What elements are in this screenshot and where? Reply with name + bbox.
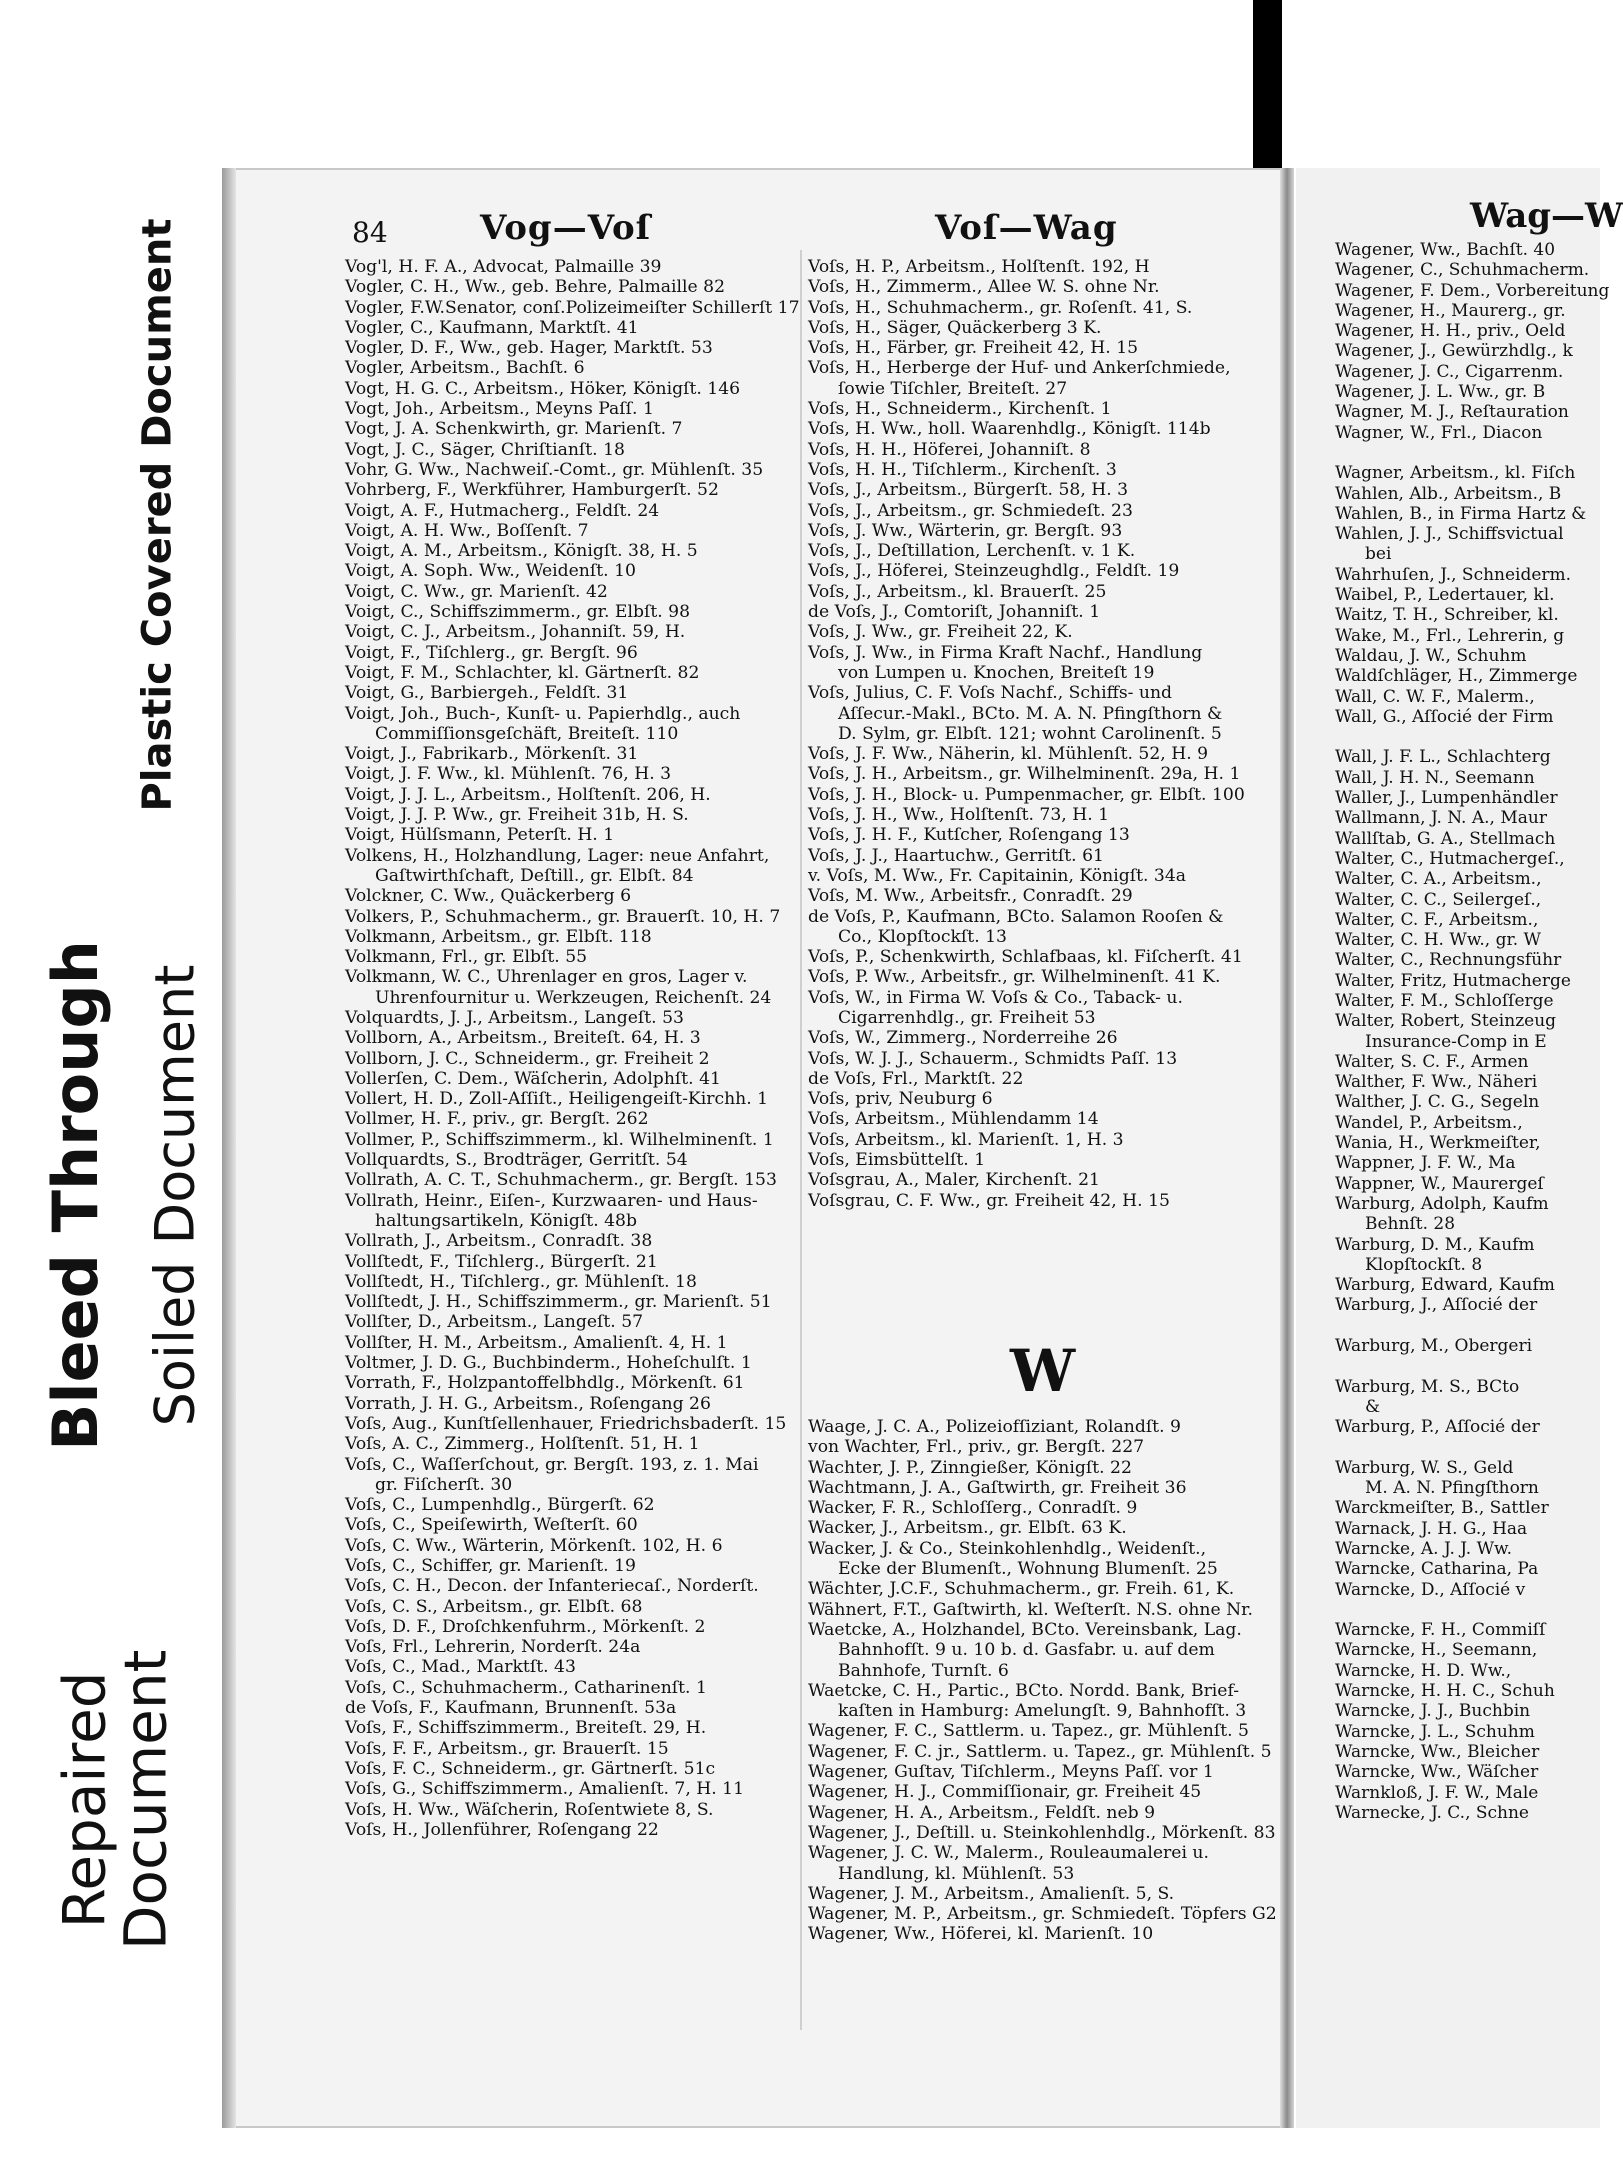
directory-entry: Volkmann, Frl., gr. Elbſt. 55 xyxy=(345,947,588,968)
directory-entry: Voſs, C., Waſſerſchout, gr. Bergſt. 193, z. 1. Mai xyxy=(345,1454,759,1475)
directory-entry: Waage, J. C. A., Polizeiofſiziant, Rolandſt. 9 xyxy=(808,1417,1181,1437)
directory-entry: Voigt, C., Schiffszimmerm., gr. Elbſt. 98 xyxy=(345,602,691,623)
directory-entry: Vogler, D. F., Ww., geb. Hager, Marktſt. 53 xyxy=(345,338,713,359)
directory-entry: Voſs, A. C., Zimmerg., Holſtenſt. 51, H. 1 xyxy=(345,1434,700,1455)
directory-entry: Voigt, F., Tiſchlerg., gr. Bergſt. 96 xyxy=(345,642,638,663)
directory-entry: Vollſtedt, J. H., Schiffszimmerm., gr. Marienſt. 51 xyxy=(345,1292,772,1313)
directory-entry: Vollborn, J. C., Schneiderm., gr. Freiheit 2 xyxy=(345,1048,710,1069)
directory-entry: Volkers, P., Schuhmacherm., gr. Brauerſt. 10, H. 7 xyxy=(345,906,781,927)
directory-entry: Vog'l, H. F. A., Advocat, Palmaille 39 xyxy=(345,257,662,277)
directory-entry: Volkmann, W. C., Uhrenlager en gros, Lager v. xyxy=(345,967,748,988)
directory-entry: Voſs, H. H., Tiſchlerm., Kirchenſt. 3 xyxy=(808,459,1117,480)
directory-entry: Wächter, J.C.F., Schuhmacherm., gr. Freih. 61, K. xyxy=(808,1579,1235,1600)
directory-entry: Voſs, H., Färber, gr. Freiheit 42, H. 15 xyxy=(808,338,1139,359)
directory-entry: Warncke, D., Aſſocié v xyxy=(1335,1579,1526,1600)
directory-entry: Voſsgrau, A., Maler, Kirchenſt. 21 xyxy=(808,1170,1100,1191)
directory-entry: Voſs, Aug., Kunſtſellenhauer, Friedrichsbaderſt. 15 xyxy=(345,1413,787,1434)
directory-entry: Voigt, J. J. L., Arbeitsm., Holſtenſt. 206, H. xyxy=(345,784,711,805)
directory-entry: Wagener, Ww., Bachſt. 40 xyxy=(1335,240,1556,260)
directory-entry: Vogler, Arbeitsm., Bachſt. 6 xyxy=(345,358,585,379)
directory-entry: Insurance-Comp in E xyxy=(1365,1031,1547,1052)
directory-entry: Voſs, J., Arbeitsm., kl. Brauerſt. 25 xyxy=(808,581,1107,602)
directory-entry: Wahlen, Alb., Arbeitsm., B xyxy=(1335,483,1562,504)
directory-entry: Warncke, H. D. Ww., xyxy=(1335,1660,1512,1681)
directory-entry: Voſs, H., Herberge der Huf- und Ankerſchmiede, xyxy=(808,358,1231,379)
directory-entry: Walter, S. C. F., Armen xyxy=(1335,1051,1529,1072)
directory-entry: Voſs, H., Zimmerm., Allee W. S. ohne Nr. xyxy=(808,277,1160,298)
page-number: 84 xyxy=(352,216,388,249)
label-plastic-covered xyxy=(112,205,204,825)
directory-entry: Voſs, C., Mad., Marktſt. 43 xyxy=(345,1657,576,1678)
directory-entry: Voſs, priv, Neuburg 6 xyxy=(808,1089,993,1110)
directory-entry: Voigt, A. H. Ww., Boſſenſt. 7 xyxy=(345,520,589,541)
directory-entry: Vohr, G. Ww., Nachweiſ.-Comt., gr. Mühlenſt. 35 xyxy=(345,459,764,480)
directory-entry: Wagener, F. C. jr., Sattlerm. u. Tapez., gr. Mühlenſt. 5 xyxy=(808,1741,1272,1762)
directory-entry: Voigt, G., Barbiergeh., Feldſt. 31 xyxy=(345,683,629,704)
label-repaired-text: Repaired Document xyxy=(50,1649,180,1951)
directory-entry: Voſs, W. J. J., Schauerm., Schmidts Paſſ. 13 xyxy=(808,1048,1178,1069)
directory-entry: Vogt, J. A. Schenkwirth, gr. Marienſt. 7 xyxy=(345,419,683,440)
directory-entry: Walter, C., Hutmachergeſ., xyxy=(1335,848,1565,869)
directory-entry: Wagener, J. C., Cigarrenm. xyxy=(1335,361,1564,382)
right-column xyxy=(808,257,1268,1211)
directory-entry: Vollrath, J., Arbeitsm., Conradſt. 38 xyxy=(345,1231,653,1252)
directory-entry: Vollſter, D., Arbeitsm., Langeſt. 57 xyxy=(345,1312,644,1333)
directory-entry: Vollerſen, C. Dem., Wäſcherin, Adolphſt. 41 xyxy=(345,1068,721,1089)
directory-entry: v. Voſs, M. Ww., Fr. Capitainin, Königſt. 34a xyxy=(808,865,1187,886)
directory-entry: Voſs, F. C., Schneiderm., gr. Gärtnerſt. 51c xyxy=(345,1758,716,1779)
directory-entry: Wania, H., Werkmeiſter, xyxy=(1335,1133,1541,1154)
directory-entry: Voſs, H. Ww., Wäſcherin, Roſentwiete 8, S. xyxy=(345,1799,714,1820)
directory-entry: Warncke, A. J. J. Ww. xyxy=(1335,1539,1512,1559)
directory-entry: Wagener, Ww., Höferei, kl. Marienſt. 10 xyxy=(808,1924,1154,1945)
directory-entry: Wagener, H. J., Commiſſionair, gr. Freiheit 45 xyxy=(808,1782,1202,1803)
directory-entry: Voſs, Julius, C. F. Voſs Nachf., Schiffs- und xyxy=(808,683,1173,704)
directory-entry: Warncke, Ww., Bleicher xyxy=(1335,1741,1540,1762)
directory-entry: Wagener, J. L. Ww., gr. B xyxy=(1335,382,1546,403)
directory-entry: Volquardts, J. J., Arbeitsm., Langeſt. 53 xyxy=(345,1007,684,1028)
directory-entry: Waetcke, C. H., Partic., BCto. Nordd. Bank, Brief- xyxy=(808,1680,1240,1701)
directory-entry: Voſs, C., Schuhmacherm., Catharinenſt. 1 xyxy=(345,1677,707,1698)
directory-entry xyxy=(1335,1600,1600,1620)
column-divider xyxy=(800,250,802,2030)
directory-entry: Wagener, J., Deſtill. u. Steinkohlenhdlg., Mörkenſt. 83 xyxy=(808,1822,1276,1843)
directory-entry: Voſs, C. Ww., Wärterin, Mörkenſt. 102, H. 6 xyxy=(345,1535,723,1556)
directory-entry xyxy=(1335,727,1600,747)
directory-entry: Wallſtab, G. A., Stellmach xyxy=(1335,828,1556,849)
directory-entry: Voſs, Arbeitsm., kl. Marienſt. 1, H. 3 xyxy=(808,1129,1124,1150)
next-page-column xyxy=(1335,240,1610,1823)
directory-entry: Warburg, W. S., Geld xyxy=(1335,1457,1514,1478)
directory-entry: de Voſs, J., Comtoriſt, Johanniſt. 1 xyxy=(808,602,1101,623)
directory-entry: Warburg, M. S., BCto xyxy=(1335,1376,1520,1397)
directory-entry: Warckmeiſter, B., Sattler xyxy=(1335,1498,1549,1519)
directory-entry: Wagner, Arbeitsm., kl. Fiſch xyxy=(1335,463,1576,484)
directory-entry: von Lumpen u. Knochen, Breiteſt 19 xyxy=(838,662,1155,683)
directory-entry: Voſs, J. H. F., Kutſcher, Roſengang 13 xyxy=(808,825,1130,846)
directory-entry: Warncke, H. H. C., Schuh xyxy=(1335,1681,1555,1702)
directory-entry: Waitz, T. H., Schreiber, kl. xyxy=(1335,605,1559,626)
gutter-bar xyxy=(1253,0,1282,170)
directory-entry: Vorrath, F., Holzpantoffelbhdlg., Mörkenſt. 61 xyxy=(345,1373,745,1394)
right-column-w-section xyxy=(808,1417,1277,1945)
directory-entry: Voſs, C. S., Arbeitsm., gr. Elbſt. 68 xyxy=(345,1596,643,1617)
directory-entry: Wagner, M. J., Reſtauration xyxy=(1335,402,1569,423)
running-head-right: Voſ—Wag xyxy=(935,208,1118,248)
directory-entry: Voigt, C. Ww., gr. Marienſt. 42 xyxy=(345,581,608,602)
directory-entry: Warburg, Adolph, Kaufm xyxy=(1335,1193,1549,1214)
directory-entry: Cigarrenhdlg., gr. Freiheit 53 xyxy=(838,1007,1096,1028)
directory-entry: Voſs, J. Ww., gr. Freiheit 22, K. xyxy=(808,622,1073,643)
directory-entry xyxy=(1335,1356,1600,1376)
directory-entry: Voſs, J., Deſtillation, Lerchenſt. v. 1 K. xyxy=(808,541,1136,562)
directory-entry: Aſſecur.-Makl., BCto. M. A. N. Pfingſthorn & xyxy=(838,703,1223,724)
label-soiled-text: Soiled Document xyxy=(143,964,207,1426)
directory-entry: Vogt, Joh., Arbeitsm., Meyns Paſſ. 1 xyxy=(345,399,654,420)
directory-entry: Voigt, Joh., Buch-, Kunſt- u. Papierhdlg., auch xyxy=(345,703,741,724)
directory-entry: Voſs, C. H., Decon. der Infanteriecaſ., Norderſt. xyxy=(345,1576,759,1597)
running-head-left: Vog—Voſ xyxy=(480,208,652,248)
directory-entry: Vollrath, Heinr., Eiſen-, Kurzwaaren- und Haus- xyxy=(345,1190,758,1211)
directory-entry: Wake, M., Frl., Lehrerin, g xyxy=(1335,625,1565,646)
directory-entry: gr. Fiſcherſt. 30 xyxy=(375,1474,513,1495)
directory-entry: Voigt, J. J. P. Ww., gr. Freiheit 31b, H. S. xyxy=(345,805,689,826)
directory-entry: Wallmann, J. N. A., Maur xyxy=(1335,808,1547,829)
directory-entry: Wähnert, F.T., Gaſtwirth, kl. Weſterſt. N.S. ohne Nr. xyxy=(808,1599,1253,1620)
directory-entry: Walter, C. F., Arbeitsm., xyxy=(1335,909,1539,930)
directory-entry: Voigt, F. M., Schlachter, kl. Gärtnerſt. 82 xyxy=(345,662,700,683)
directory-entry: Warnecke, J. C., Schne xyxy=(1335,1802,1529,1823)
directory-entry: Vollmer, H. F., priv., gr. Bergſt. 262 xyxy=(345,1109,649,1130)
directory-entry: Voſs, H. Ww., holl. Waarenhdlg., Königſt. 114b xyxy=(808,419,1211,440)
directory-entry: Warncke, H., Seemann, xyxy=(1335,1640,1538,1661)
directory-entry: bei xyxy=(1365,544,1392,565)
directory-entry: Voigt, Hülſsmann, Peterſt. H. 1 xyxy=(345,825,615,846)
directory-entry: Commiſſionsgeſchäft, Breiteſt. 110 xyxy=(375,723,679,744)
directory-entry: Ecke der Blumenſt., Wohnung Blumenſt. 25 xyxy=(838,1559,1218,1580)
directory-entry: Wagener, M. P., Arbeitsm., gr. Schmiedeſt. Töpfers G2 xyxy=(808,1904,1277,1925)
directory-entry: Voſs, G., Schiffszimmerm., Amalienſt. 7, H. 11 xyxy=(345,1779,745,1800)
directory-entry: Warncke, J. J., Buchbin xyxy=(1335,1701,1531,1722)
directory-entry: Voſs, D. F., Droſchkenfuhrm., Mörkenſt. 2 xyxy=(345,1616,706,1637)
directory-entry: Walter, C., Rechnungsführ xyxy=(1335,950,1562,971)
directory-entry: de Voſs, F., Kaufmann, Brunnenſt. 53a xyxy=(345,1698,677,1719)
directory-entry: Voſs, Arbeitsm., Mühlendamm 14 xyxy=(808,1109,1099,1130)
directory-entry: Vogler, C. H., Ww., geb. Behre, Palmaille 82 xyxy=(345,277,726,298)
directory-entry: Gaſtwirthſchaft, Deſtill., gr. Elbſt. 84 xyxy=(375,865,694,886)
directory-entry: Voſs, H. H., Höferei, Johanniſt. 8 xyxy=(808,439,1091,460)
directory-entry: Voſs, H., Schuhmacherm., gr. Roſenſt. 41, S. xyxy=(808,297,1193,318)
directory-entry: Wandel, P., Arbeitsm., xyxy=(1335,1112,1523,1133)
page-edge-shadow xyxy=(222,168,236,2128)
label-repaired-document xyxy=(10,1530,220,2070)
directory-entry: Wacker, J. & Co., Steinkohlenhdlg., Weidenſt., xyxy=(808,1538,1207,1559)
directory-entry: Voſsgrau, C. F. Ww., gr. Freiheit 42, H. 15 xyxy=(808,1190,1170,1211)
directory-entry: Co., Klopſtockſt. 13 xyxy=(838,926,1007,947)
directory-entry: Wagener, H., Maurerg., gr. xyxy=(1335,300,1566,321)
label-soiled-document xyxy=(125,895,225,1495)
directory-entry: Vogler, C., Kaufmann, Marktſt. 41 xyxy=(345,317,639,338)
directory-entry: Voſs, J., Arbeitsm., gr. Schmiedeſt. 23 xyxy=(808,500,1133,521)
directory-entry: Voſs, C., Lumpenhdlg., Bürgerſt. 62 xyxy=(345,1495,655,1516)
directory-entry: Warburg, J., Aſſocié der xyxy=(1335,1295,1538,1316)
directory-entry: Voigt, A. M., Arbeitsm., Königſt. 38, H. 5 xyxy=(345,541,698,562)
directory-entry: Wahrhuſen, J., Schneiderm. xyxy=(1335,564,1572,585)
directory-entry: Vollmer, P., Schiffszimmerm., kl. Wilhelminenſt. 1 xyxy=(345,1129,774,1150)
directory-entry: Wall, J. F. L., Schlachterg xyxy=(1335,747,1551,768)
directory-entry: Vollſter, H. M., Arbeitsm., Amalienſt. 4, H. 1 xyxy=(345,1332,728,1353)
directory-entry: Warncke, J. L., Schuhm xyxy=(1335,1721,1535,1742)
directory-entry: Voſs, H., Säger, Quäckerberg 3 K. xyxy=(808,317,1102,338)
directory-entry: Wacker, F. R., Schloſſerg., Conradſt. 9 xyxy=(808,1498,1138,1519)
directory-entry: Behnſt. 28 xyxy=(1365,1214,1456,1235)
directory-entry: Volkens, H., Holzhandlung, Lager: neue Anfahrt, xyxy=(345,845,770,866)
directory-entry: Voſs, Eimsbüttelſt. 1 xyxy=(808,1150,986,1171)
directory-entry: Warburg, P., Aſſocié der xyxy=(1335,1417,1540,1438)
directory-entry: Wall, J. H. N., Seemann xyxy=(1335,767,1535,788)
directory-entry: Wagener, C., Schuhmacherm. xyxy=(1335,260,1590,281)
directory-entry: Voſs, J. H., Block- u. Pumpenmacher, gr. Elbſt. 100 xyxy=(808,784,1245,805)
directory-entry: Wahlen, J. J., Schiffsvictual xyxy=(1335,524,1564,545)
directory-entry: Bahnhofe, Turnſt. 6 xyxy=(838,1660,1009,1681)
directory-entry: Voſs, J. H., Arbeitsm., gr. Wilhelminenſt. 29a, H. 1 xyxy=(808,764,1241,785)
directory-entry xyxy=(1335,1316,1600,1336)
directory-entry: Handlung, kl. Mühlenſt. 53 xyxy=(838,1863,1075,1884)
directory-entry: Wagener, F. C., Sattlerm. u. Tapez., gr. Mühlenſt. 5 xyxy=(808,1721,1249,1742)
directory-entry: Vogler, F.W.Senator, conſ.Polizeimeiſter Schillerſt 17 xyxy=(345,297,800,318)
directory-entry: Voigt, C. J., Arbeitsm., Johanniſt. 59, H. xyxy=(345,622,686,643)
directory-entry xyxy=(1335,1438,1600,1458)
directory-entry: haltungsartikeln, Königſt. 48b xyxy=(375,1210,637,1231)
label-bleed-through xyxy=(30,895,120,1495)
directory-entry: Warburg, D. M., Kaufm xyxy=(1335,1234,1535,1255)
directory-entry: Wagener, H. H., priv., Oeld xyxy=(1335,321,1566,342)
directory-entry: Walter, Robert, Steinzeug xyxy=(1335,1011,1557,1032)
directory-entry: Wahlen, B., in Firma Hartz & xyxy=(1335,503,1587,524)
directory-entry: Warncke, Catharina, Pa xyxy=(1335,1559,1539,1580)
directory-entry: Warburg, Edward, Kaufm xyxy=(1335,1275,1555,1296)
directory-entry: Voigt, J. F. Ww., kl. Mühlenſt. 76, H. 3 xyxy=(345,764,672,785)
directory-entry: Vollborn, A., Arbeitsm., Breiteſt. 64, H. 3 xyxy=(345,1028,701,1049)
directory-entry: Wagner, W., Frl., Diacon xyxy=(1335,422,1543,443)
left-column xyxy=(345,257,800,1840)
directory-entry: Voſs, H. P., Arbeitsm., Holſtenſt. 192, H xyxy=(808,257,1150,277)
label-plastic-text: Plastic Covered Document xyxy=(135,218,181,812)
directory-entry: Voſs, J., Höferei, Steinzeughdlg., Feldſt. 19 xyxy=(808,561,1180,582)
directory-entry: Voſs, F. F., Arbeitsm., gr. Brauerſt. 15 xyxy=(345,1738,669,1759)
directory-entry: Voſs, P. Ww., Arbeitsfr., gr. Wilhelminenſt. 41 K. xyxy=(808,967,1221,988)
directory-entry: Waller, J., Lumpenhändler xyxy=(1335,788,1558,809)
label-bleed-text: Bleed Through xyxy=(38,939,112,1451)
directory-entry: Wagener, Guſtav, Tiſchlerm., Meyns Paſſ. vor 1 xyxy=(808,1762,1214,1783)
directory-entry: Warncke, F. H., Commiſſ xyxy=(1335,1620,1546,1641)
directory-entry: Waldſchläger, H., Zimmerge xyxy=(1335,666,1578,687)
directory-entry: Voſs, W., Zimmerg., Norderreihe 26 xyxy=(808,1028,1118,1049)
directory-entry: Voſs, F., Schiffszimmerm., Breiteſt. 29, H. xyxy=(345,1718,707,1739)
directory-entry: Voigt, J., Fabrikarb., Mörkenſt. 31 xyxy=(345,744,639,765)
running-head-next: Wag—W xyxy=(1470,196,1623,236)
directory-entry: Wappner, W., Maurergeſ xyxy=(1335,1173,1544,1194)
directory-entry: Vogt, H. G. C., Arbeitsm., Höker, Königſt. 146 xyxy=(345,378,741,399)
directory-entry: Walther, F. Ww., Näheri xyxy=(1335,1072,1538,1093)
directory-entry: Wachter, J. P., Zinngießer, Königſt. 22 xyxy=(808,1457,1132,1478)
directory-entry: von Wachter, Frl., priv., gr. Bergſt. 227 xyxy=(808,1437,1145,1458)
directory-entry: Wagener, J., Gewürzhdlg., k xyxy=(1335,341,1573,362)
directory-entry: Voſs, J. J., Haartuchw., Gerritſt. 61 xyxy=(808,845,1104,866)
directory-entry: Vogt, J. C., Säger, Chriſtianſt. 18 xyxy=(345,439,625,460)
directory-entry: ſowie Tiſchler, Breiteſt. 27 xyxy=(838,378,1068,399)
directory-entry: Walter, C. A., Arbeitsm., xyxy=(1335,869,1542,890)
directory-entry: Voſs, C., Schiffer, gr. Marienſt. 19 xyxy=(345,1556,636,1576)
directory-entry: Wall, G., Aſſocié der Firm xyxy=(1335,706,1554,727)
directory-entry: Voigt, A. F., Hutmacherg., Feldſt. 24 xyxy=(345,500,660,521)
directory-entry: Walter, F. M., Schloſſerge xyxy=(1335,990,1554,1011)
directory-entry: Warncke, Ww., Wäſcher xyxy=(1335,1762,1539,1783)
directory-entry: Wappner, J. F. W., Ma xyxy=(1335,1153,1516,1174)
directory-entry: Bahnhofſt. 9 u. 10 b. d. Gasfabr. u. auf dem xyxy=(838,1640,1215,1661)
directory-entry: Vollſtedt, H., Tiſchlerg., gr. Mühlenſt. 18 xyxy=(345,1271,697,1292)
directory-entry: Volkmann, Arbeitsm., gr. Elbſt. 118 xyxy=(345,926,652,947)
directory-entry: Wagener, F. Dem., Vorbereitung xyxy=(1335,280,1610,301)
directory-entry: Voſs, J. F. Ww., Näherin, kl. Mühlenſt. 52, H. 9 xyxy=(808,744,1209,765)
directory-entry: Walter, C. H. Ww., gr. W xyxy=(1335,930,1542,951)
directory-entry: Voſs, P., Schenkwirth, Schlafbaas, kl. Fiſcherſt. 41 xyxy=(808,947,1243,968)
directory-entry: Voſs, W., in Firma W. Voſs & Co., Taback- u. xyxy=(808,987,1183,1008)
directory-entry: Warburg, M., Obergeri xyxy=(1335,1336,1533,1357)
directory-entry: Vorrath, J. H. G., Arbeitsm., Roſengang 26 xyxy=(345,1393,711,1414)
section-letter: W xyxy=(1010,1337,1076,1405)
directory-entry: Warnack, J. H. G., Haa xyxy=(1335,1518,1528,1539)
directory-entry: Voſs, H., Schneiderm., Kirchenſt. 1 xyxy=(808,399,1112,420)
directory-entry: Wagener, J. C. W., Malerm., Rouleaumalerei u. xyxy=(808,1843,1209,1864)
directory-entry: Wacker, J., Arbeitsm., gr. Elbſt. 63 K. xyxy=(808,1518,1127,1539)
directory-entry: Walther, J. C. G., Segeln xyxy=(1335,1092,1540,1113)
directory-entry: D. Sylm, gr. Elbſt. 121; wohnt Carolinenſt. 5 xyxy=(838,723,1222,744)
directory-entry: & xyxy=(1365,1396,1381,1417)
directory-entry: Voſs, H., Jollenführer, Roſengang 22 xyxy=(345,1819,659,1840)
directory-entry: Vollert, H. D., Zoll-Aſſiſt., Heiligengeiſt-Kirchh. 1 xyxy=(345,1089,769,1110)
directory-entry: Waldau, J. W., Schuhm xyxy=(1335,645,1527,666)
directory-entry: Voigt, A. Soph. Ww., Weidenſt. 10 xyxy=(345,561,636,582)
directory-entry: Wall, C. W. F., Malerm., xyxy=(1335,686,1535,707)
directory-entry: Voſs, C., Speiſewirth, Weſterſt. 60 xyxy=(345,1515,638,1536)
directory-entry: Uhrenfournitur u. Werkzeugen, Reichenſt. 24 xyxy=(375,987,772,1008)
directory-entry: Vollſtedt, F., Tiſchlerg., Bürgerſt. 21 xyxy=(345,1251,658,1272)
directory-entry: Waetcke, A., Holzhandel, BCto. Vereinsbank, Lag. xyxy=(808,1619,1242,1640)
directory-entry: Volckner, C. Ww., Quäckerberg 6 xyxy=(345,886,632,907)
directory-entry: de Voſs, Frl., Marktſt. 22 xyxy=(808,1068,1024,1089)
directory-entry: Warnkloß, J. F. W., Male xyxy=(1335,1782,1539,1803)
directory-entry: Voſs, M. Ww., Arbeitsfr., Conradſt. 29 xyxy=(808,886,1133,907)
directory-entry: Voſs, J. H., Ww., Holſtenſt. 73, H. 1 xyxy=(808,805,1110,826)
book-spine xyxy=(1280,168,1294,2128)
directory-entry: Voſs, J., Arbeitsm., Bürgerſt. 58, H. 3 xyxy=(808,480,1129,501)
directory-entry: Walter, C. C., Seilergeſ., xyxy=(1335,889,1542,910)
directory-entry: Voltmer, J. D. G., Buchbinderm., Hoheſchulſt. 1 xyxy=(345,1353,752,1374)
directory-entry: Voſs, Frl., Lehrerin, Norderſt. 24a xyxy=(345,1637,641,1658)
directory-entry: kaſten in Hamburg: Amelungſt. 9, Bahnhofſt. 3 xyxy=(838,1701,1247,1722)
directory-entry: Wagener, J. M., Arbeitsm., Amalienſt. 5, S. xyxy=(808,1883,1175,1904)
directory-entry: Walter, Fritz, Hutmacherge xyxy=(1335,970,1571,991)
directory-entry: Wachtmann, J. A., Gaſtwirth, gr. Freiheit 36 xyxy=(808,1477,1187,1498)
directory-entry xyxy=(1335,443,1600,463)
directory-entry: de Voſs, P., Kaufmann, BCto. Salamon Rooſen & xyxy=(808,906,1224,927)
directory-entry: Wagener, H. A., Arbeitsm., Feldſt. neb 9 xyxy=(808,1802,1156,1823)
directory-entry: Vohrberg, F., Werkführer, Hamburgerſt. 52 xyxy=(345,480,719,501)
directory-entry: Waibel, P., Ledertauer, kl. xyxy=(1335,585,1555,606)
directory-entry: Klopſtockſt. 8 xyxy=(1365,1254,1483,1275)
directory-entry: Voſs, J. Ww., Wärterin, gr. Bergſt. 93 xyxy=(808,520,1123,541)
directory-entry: Vollquardts, S., Brodträger, Gerritſt. 54 xyxy=(345,1150,688,1171)
directory-entry: Vollrath, A. C. T., Schuhmacherm., gr. Bergſt. 153 xyxy=(345,1170,777,1191)
directory-entry: Voſs, J. Ww., in Firma Kraft Nachf., Handlung xyxy=(808,642,1203,663)
directory-entry: M. A. N. Pfingſthorn xyxy=(1365,1478,1539,1499)
